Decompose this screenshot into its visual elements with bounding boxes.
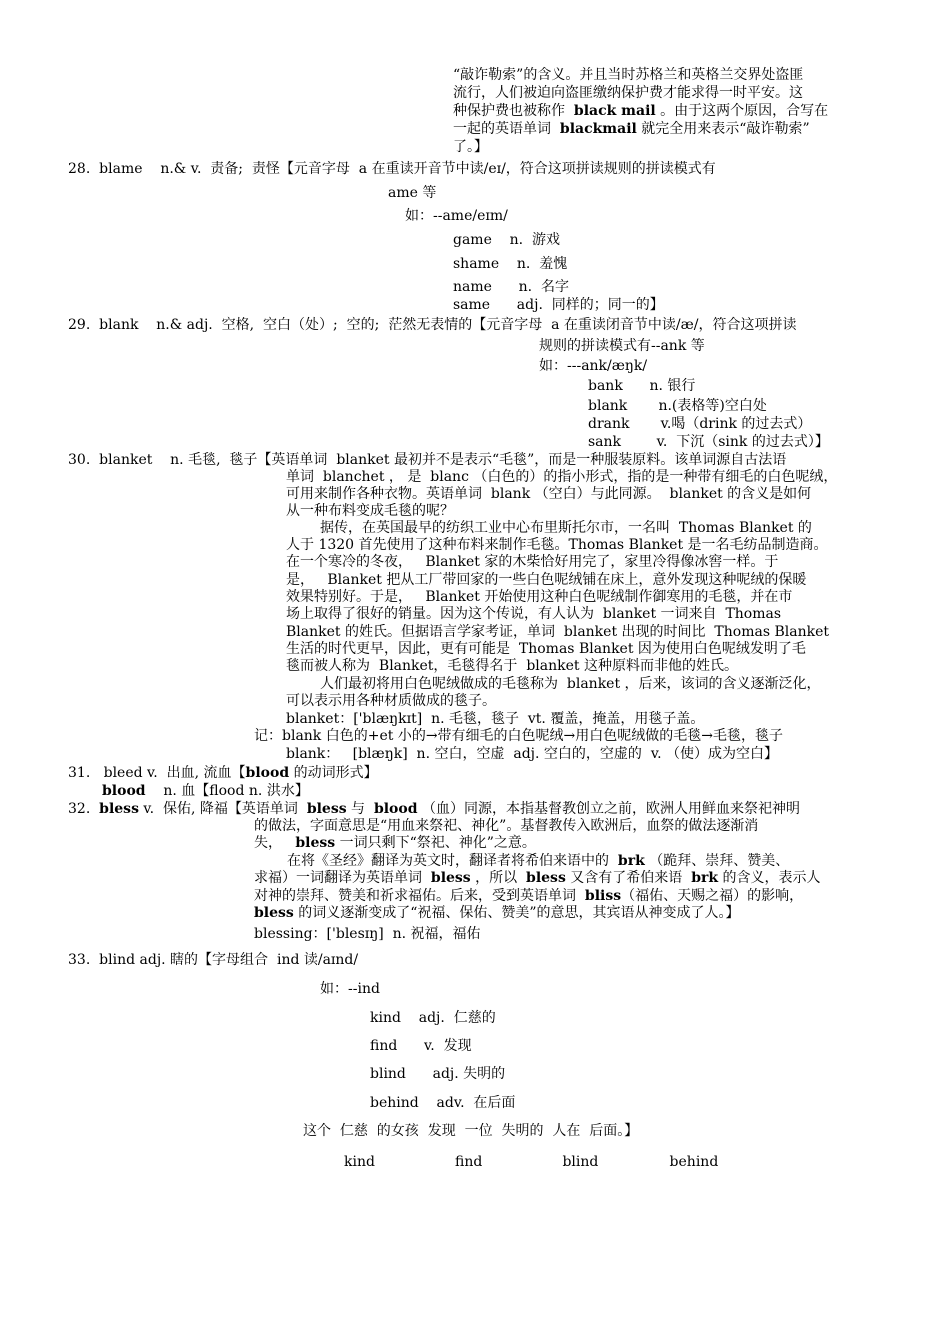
text-line: 可用来制作各种衣物。英语单词 blank （空白）与此同源。 blanket 的含义是如何 <box>286 486 812 502</box>
example-word: behind adv. 在后面 <box>370 1095 516 1111</box>
text-line: 生活的时代更早，因此，更有可能是 Thomas Blanket 因为使用白色呢绒发明了毛 <box>286 641 806 657</box>
text-line: “敲诈勒索”的含义。并且当时苏格兰和英格兰交界处盗匪 <box>453 67 804 83</box>
entry-29-headword: 29. blank n.& adj. 空格, 空白（处）; 空的; 茫然无表情的【元音字母 a 在重读闭音节中读/æ/，符合这项拼读 <box>68 317 797 333</box>
text-line: 场上取得了很好的销量。因为这个传说，有人认为 blanket 一词来自 Thomas <box>286 606 782 622</box>
text-line: 如：---ank/æŋk/ <box>539 358 648 374</box>
text-line: 的做法，字面意思是“用血来祭祀、神化”。基督教传入欧洲后，血祭的做法逐渐消 <box>254 818 759 834</box>
text-line: 毯而被人称为 Blanket，毛毯得名于 blanket 这种原料而非他的姓氏。 <box>286 658 738 674</box>
text-line: 一起的英语单词 blackmail 就完全用来表示“敲诈勒索” <box>453 121 810 137</box>
text-line: Blanket 的姓氏。但据语言学家考证，单词 blanket 出现的时间比 Thomas Blanket <box>286 624 829 640</box>
text-line: 在一个寒冷的冬夜， Blanket 家的木柴恰好用完了，家里冷得像冰窖一样。于 <box>286 554 779 570</box>
entry-28-headword: 28. blame n.& v. 责备; 责怪【元音字母 a 在重读开音节中读/eɪ/，符合这项拼读规则的拼读模式有 <box>68 161 716 177</box>
example-word: same adj. 同样的；同一的】 <box>453 297 664 313</box>
text-line: blood n. 血【flood n. 洪水】 <box>102 783 309 799</box>
text-line: 如：--ame/eɪm/ <box>405 208 508 224</box>
text-line: 如：--ind <box>320 981 380 997</box>
text-line: 人们最初将用白色呢绒做成的毛毯称为 blanket ，后来，该词的含义逐渐泛化， <box>320 676 821 692</box>
definition-line: blank： [blæŋk] n. 空白，空虚 adj. 空白的，空虚的 v. （使）成为空白】 <box>286 746 778 762</box>
example-word: kind adj. 仁慈的 <box>370 1010 496 1026</box>
example-word: blind adj. 失明的 <box>370 1066 506 1082</box>
text-line: 据传，在英国最早的纺织工业中心布里斯托尔市，一名叫 Thomas Blanket 的 <box>320 520 812 536</box>
entry-33-headword: 33. blind adj. 瞎的【字母组合 ind 读/aɪnd/ <box>68 952 359 968</box>
example-word: game n. 游戏 <box>453 232 561 248</box>
text-line: 在将《圣经》翻译为英文时，翻译者将希伯来语中的 brk （跪拜、崇拜、赞美、 <box>287 853 790 869</box>
entry-32-headword: 32. bless v. 保佑, 降福【英语单词 bless 与 blood （血）同源，本指基督教创立之前，欧洲人用鲜血来祭祀神明 <box>68 801 800 817</box>
mnemonic-sentence: 这个 仁慈 的女孩 发现 一位 失明的 人在 后面。】 <box>303 1123 639 1139</box>
text-line: 失， bless 一词只剩下“祭祀、神化”之意。 <box>254 835 536 851</box>
text-line: 种保护费也被称作 black mail 。由于这两个原因，合写在 <box>453 103 829 119</box>
text-line: 单词 blanchet ， 是 blanc （白色的）的指小形式，指的是一种带有细毛的白色呢绒， <box>286 469 838 485</box>
example-word: bank n. 银行 <box>588 378 696 394</box>
definition-line: blanket：['blæŋkɪt] n. 毛毯，毯子 vt. 覆盖，掩盖，用毯子盖。 <box>286 711 705 727</box>
text-line: 是， Blanket 把从工厂带回家的一些白色呢绒铺在床上，意外发现这种呢绒的保暖 <box>286 572 807 588</box>
text-line: 对神的崇拜、赞美和祈求福佑。后来，受到英语单词 bliss（福佑、天赐之福）的影响， <box>254 888 804 904</box>
entry-30-headword: 30. blanket n. 毛毯, 毯子【英语单词 blanket 最初并不是表示“毛毯”，而是一种服装原料。该单词源自古法语 <box>68 452 787 468</box>
text-line: 了。】 <box>453 139 488 155</box>
text-line: bless 的词义逐渐变成了“祝福、保佑、赞美”的意思，其宾语从神变成了人。】 <box>254 905 740 921</box>
text-line: 求福）一词翻译为英语单词 bless ，所以 bless 又含有了希伯来语 brk 的含义，表示人 <box>254 870 821 886</box>
text-line: 从一种布料变成毛毯的呢？ <box>286 503 454 519</box>
text-line: 规则的拼读模式有--ank 等 <box>539 338 705 354</box>
example-word: blank n.(表格等)空白处 <box>588 398 767 414</box>
text-line: 可以表示用各种材质做成的毯子。 <box>286 693 496 709</box>
definition-line: blessing：['blesɪŋ] n. 祝福，福佑 <box>254 926 481 942</box>
text-line: 效果特别好。于是， Blanket 开始使用这种白色呢绒制作御寒用的毛毯，并在市 <box>286 589 793 605</box>
example-word: name n. 名字 <box>453 279 569 295</box>
entry-31-headword: 31. bleed v. 出血, 流血【blood 的动词形式】 <box>68 765 378 781</box>
text-line: 人于 1320 首先使用了这种布料来制作毛毯。Thomas Blanket 是一名毛纺品制造商。 <box>286 537 828 553</box>
example-word: find v. 发现 <box>370 1038 472 1054</box>
example-word: shame n. 羞愧 <box>453 256 568 272</box>
example-word: sank v. 下沉（sink 的过去式）】 <box>588 434 829 450</box>
text-line: 流行，人们被迫向盗匪缴纳保护费才能求得一时平安。这 <box>453 85 803 101</box>
example-word: drank v.喝（drink 的过去式） <box>588 416 812 432</box>
memory-note: 记：blank 白色的+et 小的→带有细毛的白色呢绒→用白色呢绒做的毛毯→毛毯，毯子 <box>254 728 784 744</box>
text-line: ame 等 <box>388 185 437 201</box>
mnemonic-words: kind find blind behind <box>344 1154 719 1170</box>
